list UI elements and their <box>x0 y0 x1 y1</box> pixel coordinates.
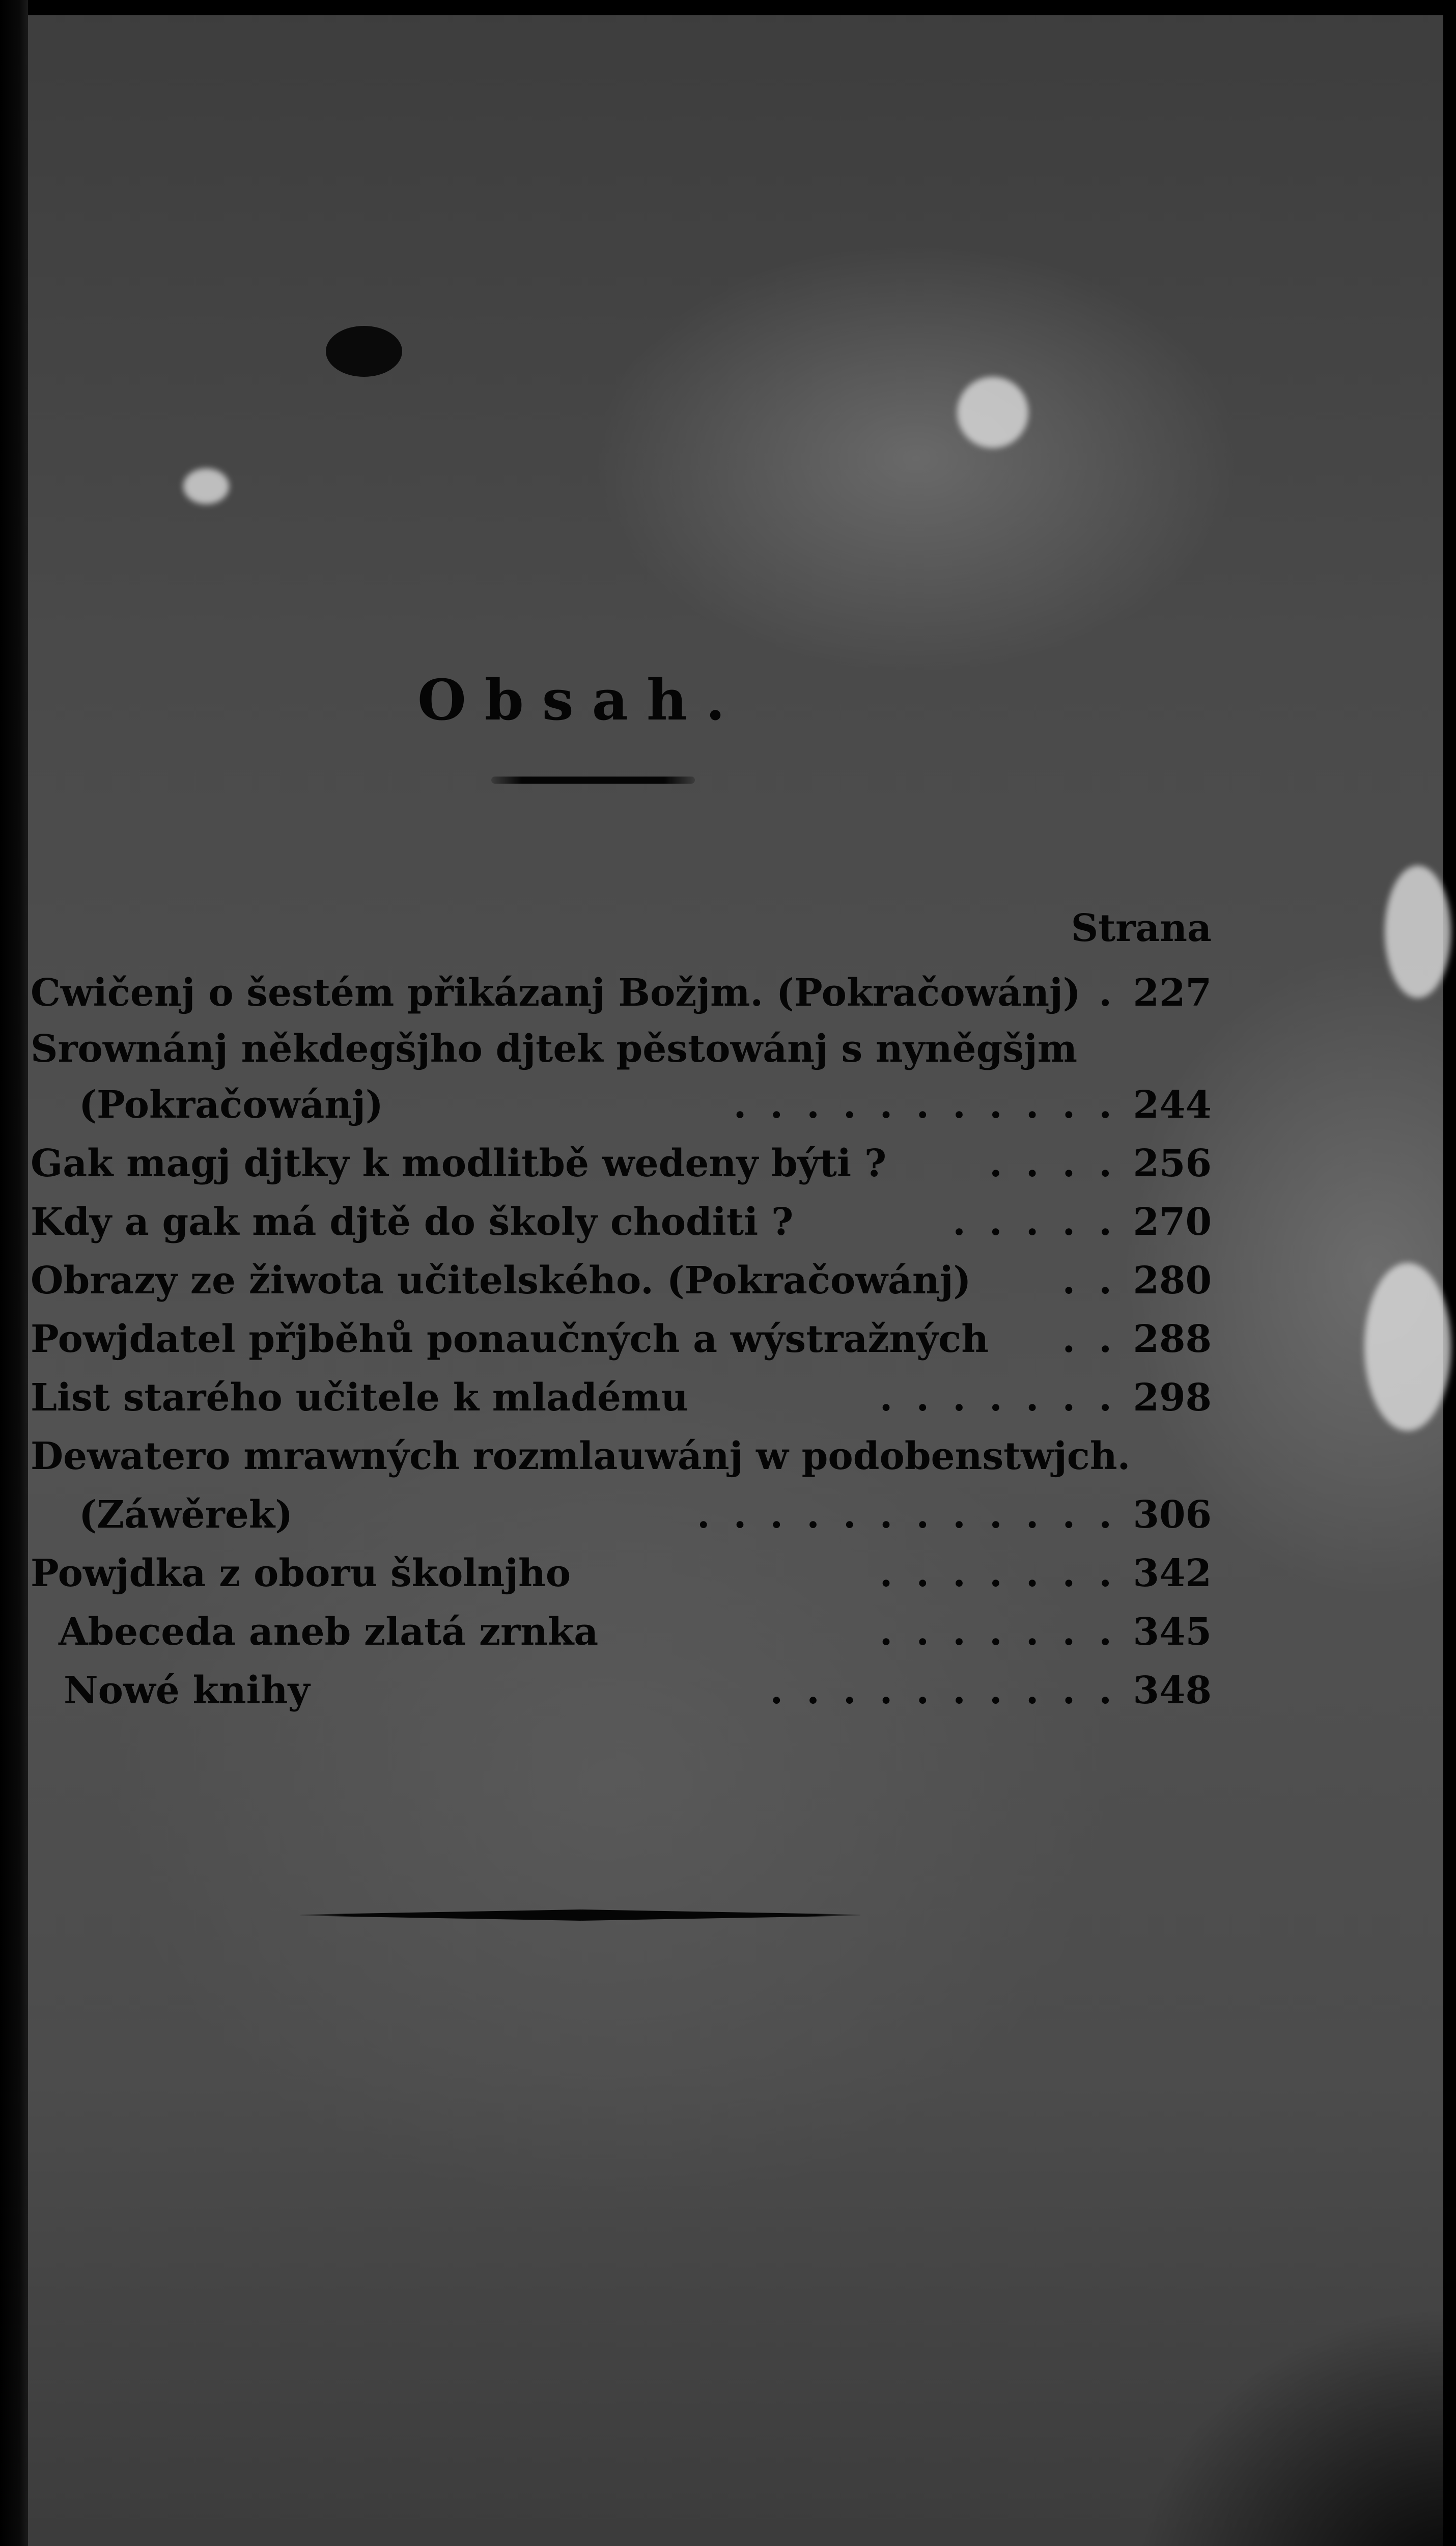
entry-page-number: 244 <box>1133 1083 1212 1127</box>
toc-entry <box>31 1077 1212 1133</box>
toc-entry <box>31 965 1212 1021</box>
leader-dots: ....... <box>879 1610 1135 1654</box>
leader-dots: .......... <box>770 1669 1135 1712</box>
toc-entry <box>31 1487 1212 1543</box>
entry-page-number: 345 <box>1133 1610 1212 1654</box>
entry-title: Powjdatel přjběhů ponaučných a wýstražných <box>31 1317 989 1361</box>
toc-entry <box>31 1136 1212 1192</box>
leader-dots: ....... <box>879 1552 1135 1595</box>
ink-stain <box>326 326 402 377</box>
entry-title: Dewatero mrawných rozmlauwánj w podobenstwjch. <box>31 1434 1131 1478</box>
dark-corner-shadow <box>998 2186 1456 2546</box>
leader-dots: ..... <box>953 1200 1135 1244</box>
entry-title: Srownánj někdegšjho djtek pěstowánj s nyněgšjm <box>31 1027 1078 1071</box>
entry-page-number: 288 <box>1133 1317 1212 1361</box>
toc-entry <box>31 1604 1212 1660</box>
entry-title: Nowé knihy <box>64 1669 310 1712</box>
entry-page-number: 227 <box>1133 971 1212 1015</box>
entry-page-number: 280 <box>1133 1259 1212 1303</box>
entry-title: Gak magj djtky k modlitbě wedeny býti ? <box>31 1142 887 1185</box>
scan-edge-left <box>0 0 28 2546</box>
leader-dots: ............ <box>696 1493 1135 1537</box>
entry-title: Kdy a gak má djtě do školy choditi ? <box>31 1200 794 1244</box>
entry-title: (Záwěrek) <box>79 1493 293 1537</box>
entry-page-number: 306 <box>1133 1493 1212 1537</box>
entry-page-number: 342 <box>1133 1552 1212 1595</box>
entry-page-number: 270 <box>1133 1200 1212 1244</box>
entry-title: (Pokračowánj) <box>79 1083 383 1127</box>
paper-damage-spot <box>1385 866 1451 998</box>
leader-dots: ........... <box>733 1083 1135 1127</box>
entry-title: List starého učitele k mladému <box>31 1376 689 1420</box>
entry-page-number: 256 <box>1133 1142 1212 1185</box>
toc-entry <box>31 1021 1212 1077</box>
entry-title: Obrazy ze žiwota učitelského. (Pokračowánj) <box>31 1259 971 1303</box>
toc-entry <box>31 1663 1212 1719</box>
leader-dots: .. <box>1062 1317 1135 1361</box>
page-heading: Obsah. <box>417 667 744 733</box>
leader-dots: . <box>1099 971 1135 1015</box>
toc-entry <box>31 1311 1212 1367</box>
paper-damage-spot <box>957 377 1028 448</box>
entry-title: Cwičenj o šestém přikázanj Božjm. (Pokračowánj) <box>31 971 1081 1015</box>
toc-entry <box>31 1253 1212 1309</box>
scan-edge-top <box>0 0 1456 15</box>
entry-title: Abeceda aneb zlatá zrnka <box>59 1610 599 1654</box>
toc-entry <box>31 1370 1212 1426</box>
paper-damage-spot <box>183 468 229 504</box>
toc-entry <box>31 1428 1212 1484</box>
leader-dots: ....... <box>879 1376 1135 1420</box>
page-column-header: Strana <box>1071 906 1212 950</box>
entry-page-number: 348 <box>1133 1669 1212 1712</box>
leader-dots: .. <box>1062 1259 1135 1303</box>
entry-title: Powjdka z oboru školnjho <box>31 1552 571 1595</box>
scan-edge-right <box>1443 0 1456 2546</box>
toc-entry <box>31 1545 1212 1601</box>
closing-rule <box>300 1910 860 1921</box>
toc-entry <box>31 1194 1212 1250</box>
entry-page-number: 298 <box>1133 1376 1212 1420</box>
heading-rule <box>491 777 695 784</box>
paper-damage-spot <box>1364 1263 1451 1431</box>
leader-dots: .... <box>989 1142 1135 1185</box>
